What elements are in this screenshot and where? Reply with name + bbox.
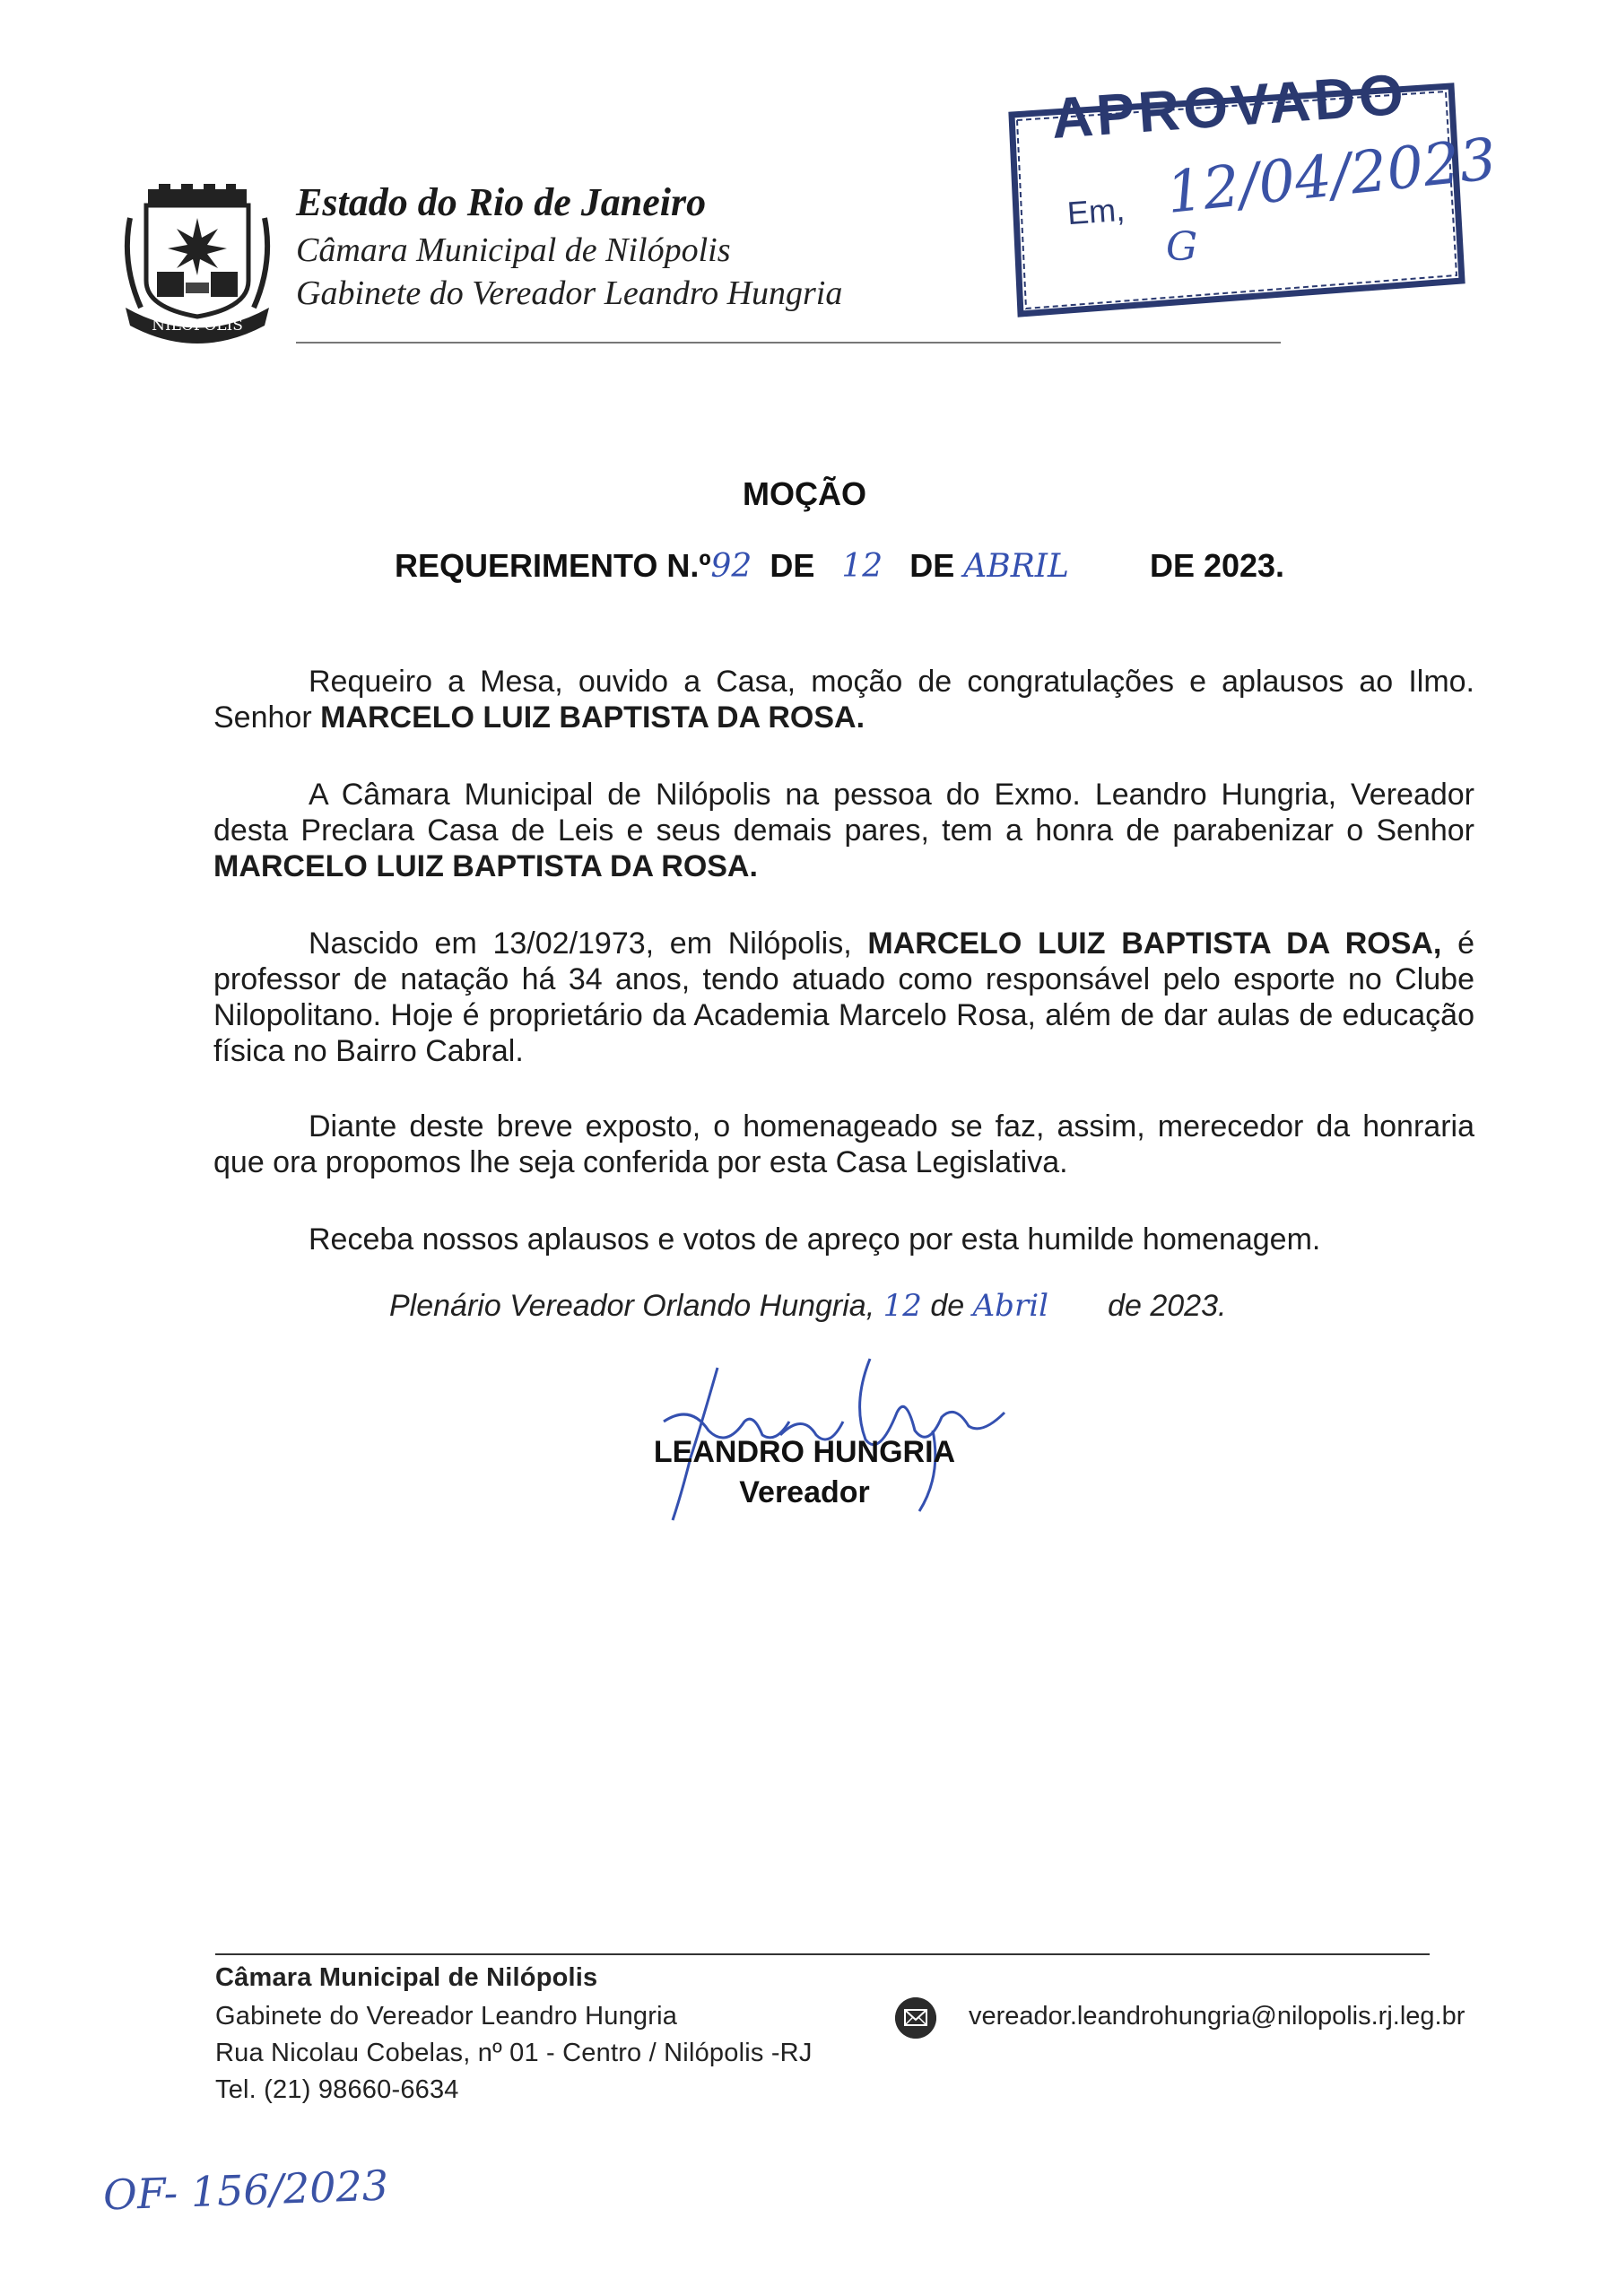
place-day: 12 — [883, 1288, 922, 1324]
request-line — [395, 547, 1284, 585]
request-de-2: DE — [909, 547, 955, 584]
header-state: Estado do Rio de Janeiro — [296, 180, 707, 224]
header-divider — [296, 342, 1281, 344]
request-day: 12 — [841, 548, 883, 585]
footer-org: Câmara Municipal de Nilópolis — [215, 1963, 598, 1992]
svg-text:NILOPOLIS: NILOPOLIS — [152, 317, 243, 335]
document-title: MOÇÃO — [743, 475, 866, 512]
stamp-handwritten-date: 12/04/2023 — [1163, 126, 1500, 228]
handwritten-note: OF- 156/2023 — [102, 2161, 389, 2220]
request-year: DE 2023. — [1149, 547, 1285, 584]
footer-phone: Tel. (21) 98660-6634 — [215, 2075, 459, 2104]
municipal-crest — [121, 182, 274, 344]
request-number: 92 — [710, 548, 752, 585]
place-month: Abril — [972, 1288, 1048, 1324]
paragraph-1: Requeiro a Mesa, ouvido a Casa, moção de congratulações e aplausos ao Ilmo. Senhor MARCELO LUIZ BAPTISTA DA ROSA. — [213, 665, 1474, 735]
footer-office: Gabinete do Vereador Leandro Hungria — [215, 2002, 678, 2031]
header-chamber: Câmara Municipal de Nilópolis — [296, 231, 731, 269]
header-office: Gabinete do Vereador Leandro Hungria — [296, 274, 843, 312]
paragraph-4: Diante deste breve exposto, o homenageado se faz, assim, merecedor da honraria que ora propomos lhe seja conferida por esta Casa Legislativa. — [213, 1109, 1474, 1179]
stamp-em-label: Em, — [1065, 190, 1126, 232]
signer-role: Vereador — [739, 1475, 870, 1509]
request-month: ABRIL — [963, 548, 1069, 585]
request-de-1: DE — [770, 547, 815, 584]
footer-email[interactable]: vereador.leandrohungria@nilopolis.rj.leg.br — [969, 2002, 1465, 2031]
signer-name: LEANDRO HUNGRIA — [653, 1435, 956, 1469]
place-date-line: Plenário Vereador Orlando Hungria, 12 de Abril de 2023. — [389, 1288, 1227, 1324]
paragraph-2: A Câmara Municipal de Nilópolis na pessoa do Exmo. Leandro Hungria, Vereador desta Preclara Casa de Leis e seus demais pares, tem a honra de parabenizar o Senhor MARCELO LUIZ BAPTISTA DA ROSA. — [213, 778, 1474, 883]
paragraph-3: Nascido em 13/02/1973, em Nilópolis, MARCELO LUIZ BAPTISTA DA ROSA, é professor de natação há 34 anos, tendo atuado como responsável pelo esporte no Clube Nilopolitano. Hoje é proprietário da Academia Marcelo Rosa, além de dar aulas de educação física no Bairro Cabral. — [213, 926, 1474, 1068]
stamp-handwritten-initial: G — [1166, 224, 1198, 270]
request-prefix: REQUERIMENTO N.º — [395, 547, 711, 584]
stamp-approved-label: APROVADO — [1048, 61, 1410, 152]
footer-divider — [215, 1953, 1430, 1955]
paragraph-5: Receba nossos aplausos e votos de apreço por esta humilde homenagem. — [309, 1222, 1321, 1257]
footer-address: Rua Nicolau Cobelas, nº 01 - Centro / Nilópolis -RJ — [215, 2039, 813, 2067]
envelope-icon — [895, 1997, 936, 2039]
